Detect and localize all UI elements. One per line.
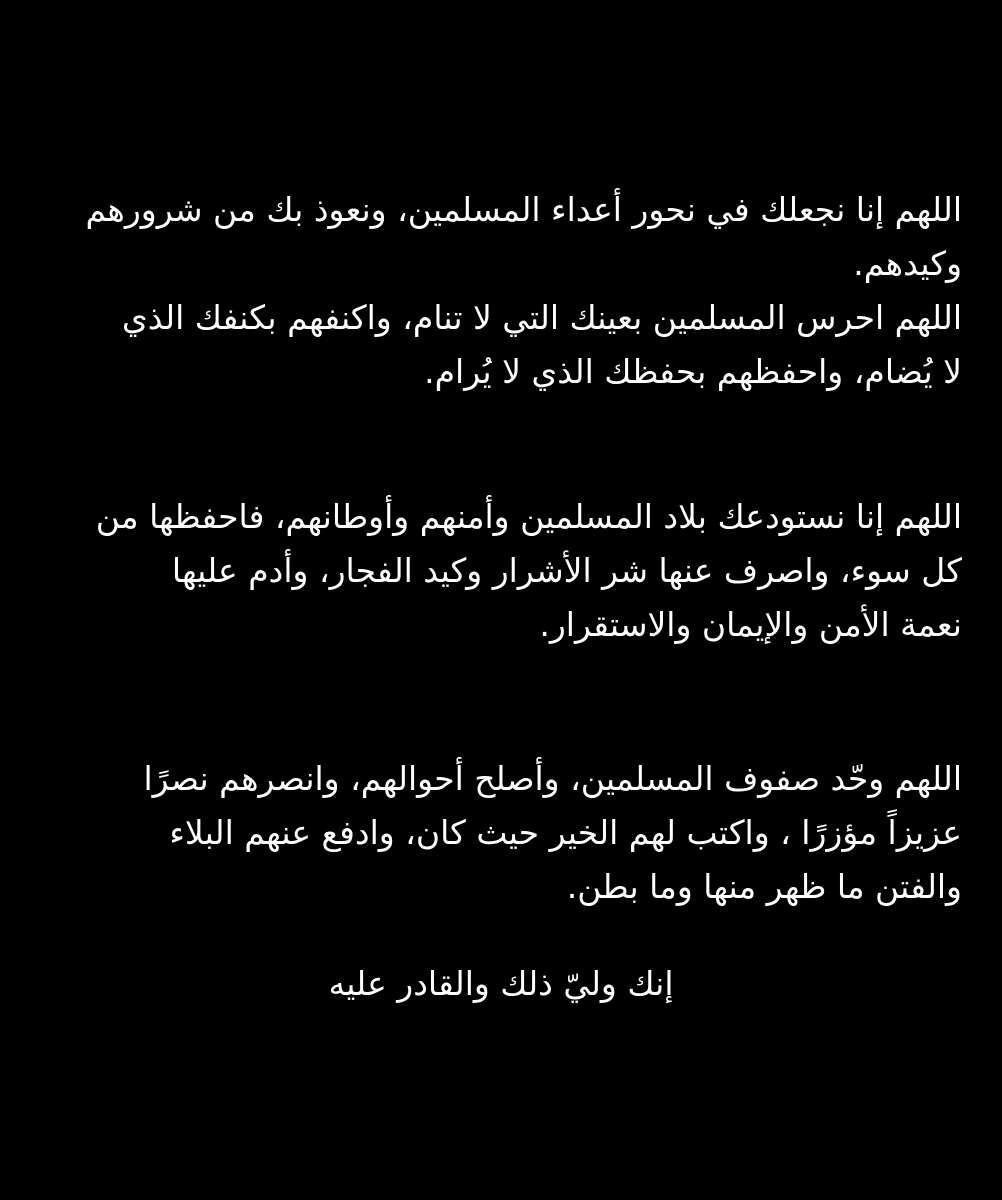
closing-text: إنك وليّ ذلك والقادر عليه — [328, 964, 674, 1003]
paragraph-line: كل سوء، واصرف عنها شر الأشرار وكيد الفجار، وأدم عليها — [171, 551, 962, 590]
paragraph-line: نعمة الأمن والإيمان والاستقرار. — [539, 605, 962, 644]
closing-line — [40, 957, 962, 1011]
paragraph-line: اللهم وحّد صفوف المسلمين، وأصلح أحوالهم، وانصرهم نصرًا — [143, 759, 962, 798]
prayer-paragraph-1 — [40, 183, 962, 399]
paragraph-line: وكيدهم. — [853, 244, 962, 283]
prayer-paragraph-2 — [40, 490, 962, 652]
paragraph-line: اللهم إنا نستودعك بلاد المسلمين وأمنهم وأوطانهم، فاحفظها من — [95, 497, 962, 536]
prayer-paragraph-3 — [40, 752, 962, 914]
paragraph-line: اللهم احرس المسلمين بعينك التي لا تنام، واكنفهم بكنفك الذي — [121, 298, 962, 337]
paragraph-line: لا يُضام، واحفظهم بحفظك الذي لا يُرام. — [424, 352, 962, 391]
paragraph-line: والفتن ما ظهر منها وما بطن. — [566, 867, 962, 906]
paragraph-line: اللهم إنا نجعلك في نحور أعداء المسلمين، ونعوذ بك من شرورهم — [85, 190, 962, 229]
paragraph-line: عزيزاً مؤزرًا ، واكتب لهم الخير حيث كان، وادفع عنهم البلاء — [169, 813, 962, 852]
